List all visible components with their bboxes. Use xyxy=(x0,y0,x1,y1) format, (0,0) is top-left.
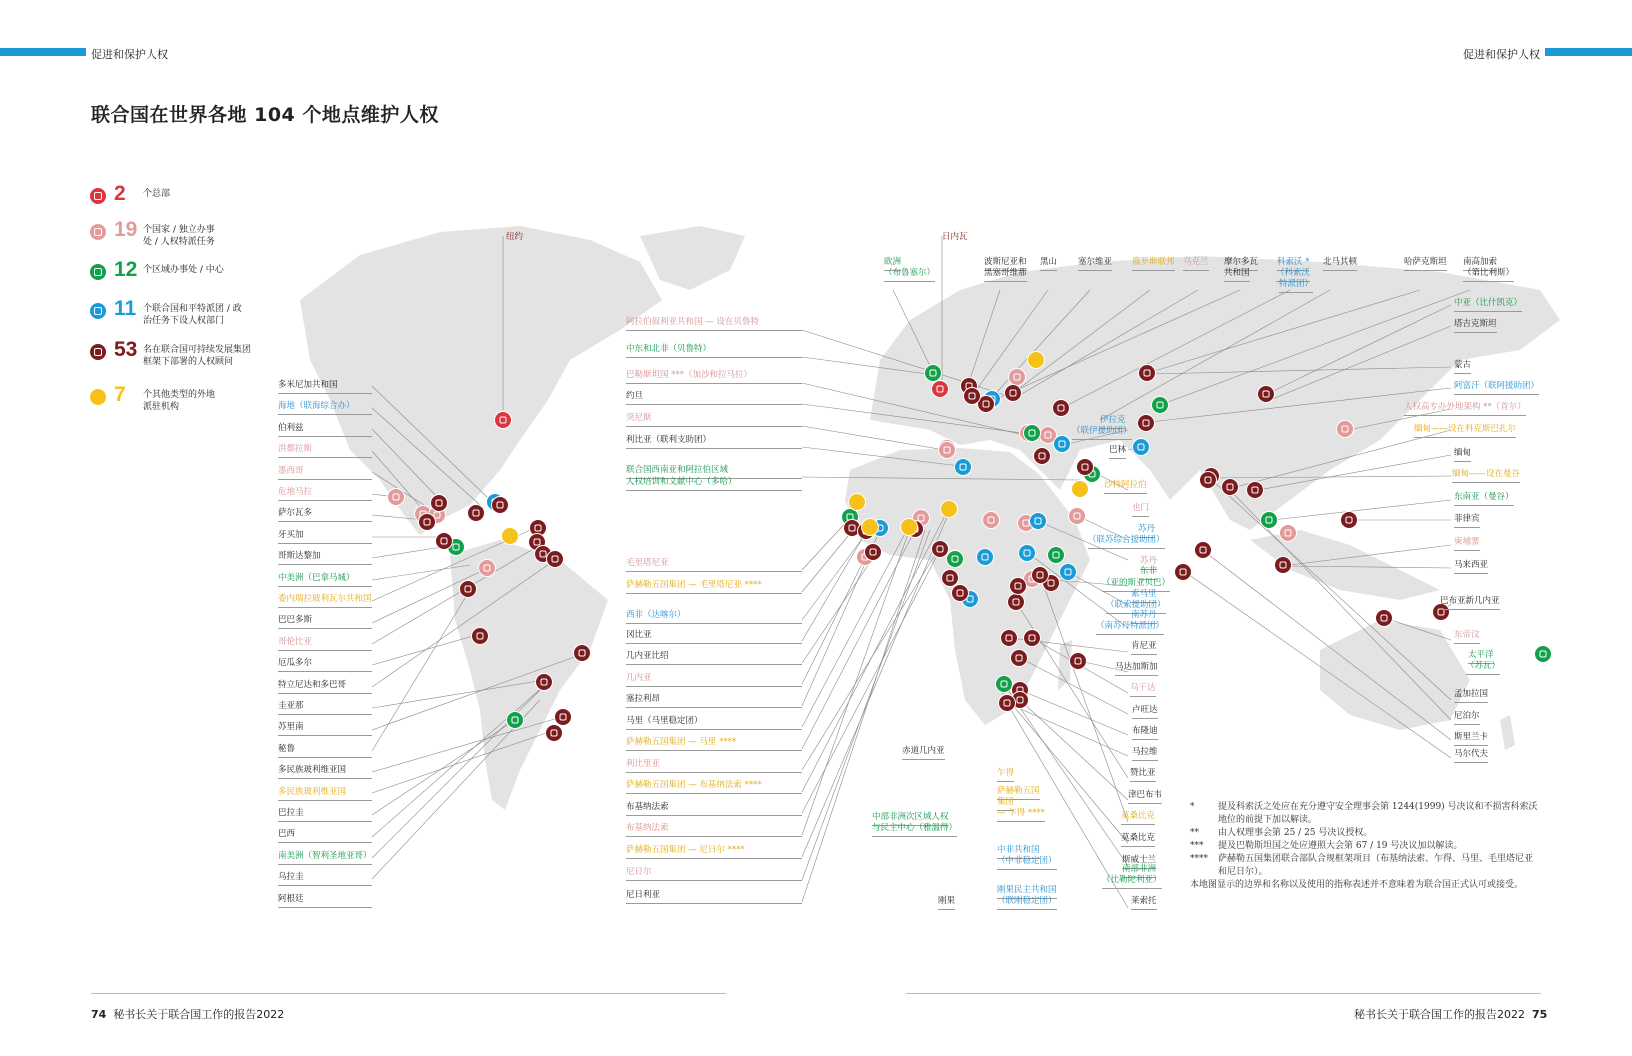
marker-regional-office xyxy=(1152,397,1169,414)
location-label: 人权高专办外地架构 **（首尔） xyxy=(1404,402,1526,416)
legend-text: 个联合国和平特派团 / 政治任务下设人权部门 xyxy=(143,304,242,326)
marker-regional-office xyxy=(507,712,524,729)
marker-other xyxy=(1028,352,1045,369)
location-label: 乌克兰 xyxy=(1183,257,1209,271)
madagascar-shape xyxy=(1058,640,1072,690)
footnote: **** 萨赫勒五国集团联合部队合规框架项目（布基纳法索、乍得、马里、毛里塔尼亚和尼日尔）。 xyxy=(1190,854,1534,877)
location-label: 乌干达 xyxy=(1130,683,1156,697)
marker-advisor xyxy=(472,628,489,645)
legend-number: 7 xyxy=(114,383,126,406)
location-label: 南美洲（智利圣地亚哥） xyxy=(278,851,372,865)
marker-advisor xyxy=(1032,567,1049,584)
location-label: 特派团） xyxy=(1279,279,1313,293)
location-label: 阿根廷 xyxy=(278,894,372,908)
legend-text: 名在联合国可持续发展集团框架下部署的人权顾问 xyxy=(143,345,252,367)
location-label: 布基纳法索 xyxy=(626,802,802,816)
leader-line xyxy=(802,528,870,620)
marker-advisor xyxy=(1011,650,1028,667)
marker-advisor xyxy=(1139,365,1156,382)
leader-line xyxy=(802,528,910,835)
marker-country-office xyxy=(1280,525,1297,542)
legend-text: 个区域办事处 / 中心 xyxy=(143,265,224,275)
location-label: 萨尔瓦多 xyxy=(278,508,372,522)
marker-advisor xyxy=(932,541,949,558)
location-label: 中非共和国 xyxy=(997,845,1040,859)
marker-advisor xyxy=(468,505,485,522)
marker-advisor xyxy=(1341,512,1358,529)
marker-advisor xyxy=(1247,482,1264,499)
footnote: * 提及科索沃之处应在充分遵守安全理事会第 1244(1999) 号决议和不损害科索沃地位的前提下加以解读。 xyxy=(1190,802,1538,825)
location-label: 多民族玻利维亚国 xyxy=(278,765,372,779)
location-label: 几内亚 xyxy=(626,673,802,687)
location-label: 巴西 xyxy=(278,829,372,843)
marker-advisor xyxy=(1077,459,1094,476)
leader-line xyxy=(372,730,555,793)
location-label: 冈比亚 xyxy=(626,630,802,644)
location-label: 巴拉圭 xyxy=(278,808,372,822)
marker-advisor xyxy=(964,388,981,405)
marker-peace-mission xyxy=(1030,513,1047,530)
marker-regional-office xyxy=(1048,547,1065,564)
location-label: 乌拉圭 xyxy=(278,872,372,886)
legend-number: 12 xyxy=(114,258,138,281)
location-label: 巴勒斯坦国 ***（加沙和拉马拉） xyxy=(626,370,802,384)
marker-peace-mission xyxy=(1054,436,1071,453)
location-label: 卢旺达 xyxy=(1132,705,1158,719)
leader-line xyxy=(802,530,925,902)
marker-country-office xyxy=(1069,508,1086,525)
location-label: 肯尼亚 xyxy=(1131,641,1157,655)
location-label: 马来西亚 xyxy=(1454,560,1488,574)
south-america-shape xyxy=(450,540,608,810)
location-label: 人权培训和文献中心（多哈） xyxy=(626,477,802,491)
marker-advisor xyxy=(574,645,591,662)
marker-other xyxy=(901,519,918,536)
marker-advisor xyxy=(865,544,882,561)
location-label: 萨赫勒五国集团 — 布基纳法索 **** xyxy=(626,780,802,794)
legend-text: 个总部 xyxy=(143,189,171,199)
marker-regional-office xyxy=(1024,425,1041,442)
location-label: 共和国 xyxy=(1224,268,1250,282)
marker-headquarters xyxy=(495,412,512,429)
footer-rule-left xyxy=(91,993,726,994)
marker-advisor xyxy=(1005,385,1022,402)
marker-peace-mission xyxy=(1019,545,1036,562)
location-label: 苏里南 xyxy=(278,722,372,736)
location-label: 太平洋 xyxy=(1468,650,1494,664)
legend-number: 11 xyxy=(114,297,137,320)
location-label: 集团 xyxy=(997,797,1014,811)
location-label: （中非稳定团） xyxy=(997,856,1057,870)
label-new-york: 纽约 xyxy=(506,232,524,242)
page-number-left: 74 xyxy=(91,1008,107,1021)
marker-country-office xyxy=(939,442,956,459)
leader-line xyxy=(1020,700,1128,800)
marker-peace-mission xyxy=(955,459,972,476)
location-label: 也门 xyxy=(1132,503,1149,517)
location-label: 莱索托 xyxy=(1131,896,1157,910)
location-label: 尼日利亚 xyxy=(626,890,802,904)
legend-number: 2 xyxy=(114,182,126,205)
greenland-shape xyxy=(640,226,745,290)
leader-line xyxy=(802,528,908,727)
footnote: ** 由人权理事会第 25 / 25 号决议授权。 xyxy=(1190,828,1373,838)
marker-advisor xyxy=(1024,630,1041,647)
footer-text-left: 秘书长关于联合国工作的报告2022 xyxy=(113,1008,285,1021)
location-label: 柬埔寨 xyxy=(1454,537,1480,551)
location-label: 秘鲁 xyxy=(278,744,372,758)
location-label: 联合国西南亚和阿拉伯区域 xyxy=(626,465,802,479)
marker-country-office xyxy=(479,560,496,577)
location-label: 赤道几内亚 xyxy=(902,746,945,760)
new-zealand-shape xyxy=(1500,715,1515,750)
location-label: 哥伦比亚 xyxy=(278,637,372,651)
legend-text: 个国家 / 独立办事处 / 人权特派任务 xyxy=(143,225,215,247)
location-label: 科索沃 * xyxy=(1277,257,1309,271)
marker-regional-office xyxy=(996,676,1013,693)
marker-regional-office xyxy=(947,551,964,568)
location-label: 刚果 xyxy=(938,896,955,910)
location-label: 萨赫勒五国集团 — 尼日尔 **** xyxy=(626,845,802,859)
marker-peace-mission xyxy=(1133,439,1150,456)
marker-other xyxy=(849,494,866,511)
location-label: 塞尔维亚 xyxy=(1078,257,1112,271)
location-label: 波斯尼亚和 xyxy=(984,257,1027,271)
page-number-right: 75 xyxy=(1532,1008,1548,1021)
location-label: 突尼斯 xyxy=(626,413,802,427)
marker-advisor xyxy=(555,709,572,726)
location-label: 圭亚那 xyxy=(278,701,372,715)
location-label: — 乍得 **** xyxy=(997,808,1045,822)
location-label: 西非（达喀尔） xyxy=(626,610,802,624)
location-label: （比勒陀利亚） xyxy=(1102,875,1162,889)
location-label: 巴巴多斯 xyxy=(278,615,372,629)
location-label: 黑山 xyxy=(1040,257,1057,271)
marker-advisor xyxy=(436,533,453,550)
location-label: 俄罗斯联邦 xyxy=(1132,257,1175,271)
marker-advisor xyxy=(999,695,1016,712)
location-label: 刚果民主共和国 xyxy=(997,885,1057,899)
location-label: 墨西哥 xyxy=(278,466,372,480)
location-label: 厄瓜多尔 xyxy=(278,658,372,672)
location-label: 布基纳法索 xyxy=(626,823,802,837)
marker-other xyxy=(1072,481,1089,498)
location-label: 尼日尔 xyxy=(626,867,802,881)
marker-advisor xyxy=(1010,578,1027,595)
location-label: 津巴布韦 xyxy=(1128,790,1162,804)
location-label: 利比里亚 xyxy=(626,759,802,773)
leader-line xyxy=(802,550,940,813)
location-label: 南高加索 xyxy=(1463,257,1497,271)
location-label: 蒙古 xyxy=(1454,360,1471,374)
footnotes xyxy=(1190,801,1540,892)
label-geneva: 日内瓦 xyxy=(942,232,968,242)
marker-country-office xyxy=(1337,421,1354,438)
marker-advisor xyxy=(1034,448,1051,465)
marker-advisor xyxy=(1070,653,1087,670)
location-label: （亚的斯亚贝巴） xyxy=(1102,578,1170,592)
location-label: （苏瓦） xyxy=(1466,661,1500,675)
marker-advisor xyxy=(1175,564,1192,581)
location-label: 伊拉克 xyxy=(1100,415,1126,429)
location-label: 东非 xyxy=(1140,566,1157,580)
location-label: 特立尼达和多巴哥 xyxy=(278,680,372,694)
leader-line xyxy=(802,426,945,450)
location-label: 萨赫勒五国 xyxy=(997,786,1040,800)
location-label: 牙买加 xyxy=(278,530,372,544)
marker-advisor xyxy=(1376,610,1393,627)
location-label: 莫桑比克 xyxy=(1121,833,1155,847)
location-label: 缅甸——设在曼谷 xyxy=(1452,469,1520,483)
location-label: 东南亚（曼谷） xyxy=(1454,492,1514,506)
footnote: *** 提及巴勒斯坦国之处应遵照大会第 67 / 19 号决议加以解读。 xyxy=(1190,841,1463,851)
location-label: 巴布亚新几内亚 xyxy=(1440,596,1500,610)
marker-advisor xyxy=(942,570,959,587)
leader-line xyxy=(1008,690,1128,866)
location-label: 乍得 xyxy=(997,768,1014,782)
marker-peace-mission xyxy=(977,549,994,566)
location-label: 孟加拉国 xyxy=(1454,689,1488,703)
location-label: 黑塞哥维那 xyxy=(984,268,1027,282)
location-label: 阿富汗（联阿援助团） xyxy=(1454,381,1539,395)
marker-advisor xyxy=(536,674,553,691)
marker-advisor xyxy=(1008,594,1025,611)
location-label: （联伊援助团） xyxy=(1072,426,1132,440)
location-label: 斯威士兰 xyxy=(1122,855,1156,869)
location-label: 欧洲 xyxy=(884,257,901,271)
marker-regional-office xyxy=(925,365,942,382)
location-label: 塞拉利昂 xyxy=(626,694,802,708)
marker-advisor xyxy=(431,495,448,512)
location-label: 哥斯达黎加 xyxy=(278,551,372,565)
location-label: 委内瑞拉玻利瓦尔共和国 xyxy=(278,594,372,608)
location-label: 尼泊尔 xyxy=(1454,711,1480,725)
location-label: （第比利斯） xyxy=(1463,268,1514,282)
legend-number: 19 xyxy=(114,218,138,241)
location-label: 摩尔多瓦 xyxy=(1224,257,1258,271)
marker-advisor xyxy=(547,551,564,568)
location-label: 阿拉伯叙利亚共和国 — 设在贝鲁特 xyxy=(626,317,802,331)
marker-advisor xyxy=(1258,386,1275,403)
footer-right xyxy=(1354,1006,1547,1022)
header-left: 促进和保护人权 xyxy=(91,48,168,61)
location-label: 索马里 xyxy=(1131,589,1157,603)
marker-advisor xyxy=(1200,472,1217,489)
location-label: 中美洲（巴拿马城） xyxy=(278,573,372,587)
location-label: 洪都拉斯 xyxy=(278,444,372,458)
location-label: （科索沃 xyxy=(1276,268,1310,282)
location-label: 缅甸 xyxy=(1454,448,1471,462)
footnote: 本地图显示的边界和名称以及使用的指称表述并不意味着为联合国正式认可或接受。 xyxy=(1190,880,1524,890)
leader-line xyxy=(1020,690,1128,735)
marker-advisor xyxy=(1275,557,1292,574)
leader-line xyxy=(1007,703,1128,756)
footer-left xyxy=(91,1006,284,1022)
marker-country-office xyxy=(388,489,405,506)
location-label: 哈萨克斯坦 xyxy=(1404,257,1447,271)
location-label: 多米尼加共和国 xyxy=(278,380,372,394)
marker-country-office xyxy=(1009,369,1026,386)
marker-advisor xyxy=(1138,415,1155,432)
location-label: （南苏丹特派团） xyxy=(1096,621,1164,635)
location-label: 苏丹 xyxy=(1140,556,1157,570)
marker-advisor xyxy=(1195,542,1212,559)
location-label: 苏丹 xyxy=(1138,524,1155,538)
location-label: 塔吉克斯坦 xyxy=(1454,319,1497,333)
location-label: 缅甸——设在科克斯巴扎尔 xyxy=(1414,424,1516,438)
marker-advisor xyxy=(1053,400,1070,417)
location-label: 中东和北非（贝鲁特） xyxy=(626,344,802,358)
australia-shape xyxy=(1320,620,1470,730)
location-label: 北马其顿 xyxy=(1323,257,1357,271)
location-label: 伯利兹 xyxy=(278,423,372,437)
location-label: 萨赫勒五国集团 — 毛里塔尼亚 **** xyxy=(626,580,802,594)
marker-advisor xyxy=(460,581,477,598)
location-label: 利比亚（联利支助团） xyxy=(626,435,802,449)
marker-other xyxy=(862,519,879,536)
location-label: 菲律宾 xyxy=(1454,514,1480,528)
location-label: 马里（马里稳定团） xyxy=(626,716,802,730)
location-label: 约旦 xyxy=(626,391,802,405)
location-label: 南部非洲 xyxy=(1122,864,1156,878)
location-label: 与民主中心（雅温得） xyxy=(872,823,957,837)
marker-advisor xyxy=(952,585,969,602)
location-label: （联苏综合援助团） xyxy=(1088,535,1165,549)
location-label: 马达加斯加 xyxy=(1115,662,1158,676)
location-label: 几内亚比绍 xyxy=(626,651,802,665)
leader-line xyxy=(372,590,470,751)
marker-advisor xyxy=(419,514,436,531)
marker-advisor xyxy=(492,497,509,514)
header-right: 促进和保护人权 xyxy=(1463,48,1540,61)
leader-line xyxy=(802,518,850,570)
location-label: 赞比亚 xyxy=(1130,768,1156,782)
location-label: 斯里兰卡 xyxy=(1454,732,1488,746)
marker-country-office xyxy=(983,512,1000,529)
location-label: 中部非洲次区域人权 xyxy=(872,812,949,826)
location-label: 马尔代夫 xyxy=(1454,749,1488,763)
leader-line xyxy=(802,555,875,663)
footer-text-right: 秘书长关于联合国工作的报告2022 xyxy=(1354,1008,1525,1021)
marker-headquarters xyxy=(932,381,949,398)
legend-number: 53 xyxy=(114,338,138,361)
leader-line xyxy=(802,510,950,857)
location-label: 危地马拉 xyxy=(278,487,372,501)
marker-advisor xyxy=(1222,479,1239,496)
marker-other xyxy=(502,528,519,545)
location-label: 莫桑比克 xyxy=(1121,811,1155,825)
location-label: 布隆迪 xyxy=(1132,726,1158,740)
location-label: 萨赫勒五国集团 — 马里 **** xyxy=(626,737,802,751)
location-label: 南苏丹 xyxy=(1131,610,1157,624)
page-title: 联合国在世界各地 104 个地点维护人权 xyxy=(91,104,439,126)
location-label: （联索援助团） xyxy=(1106,600,1166,614)
leader-line xyxy=(372,716,565,772)
location-label: 巴林 xyxy=(1109,445,1126,459)
footer-rule-right xyxy=(906,993,1541,994)
location-label: （联刚稳定团） xyxy=(997,896,1057,910)
leader-line xyxy=(1272,500,1451,520)
location-label: 海地（联海综合办） xyxy=(278,401,372,415)
marker-regional-office xyxy=(1261,512,1278,529)
location-label: 马拉维 xyxy=(1132,747,1158,761)
location-label: 东帝汶 xyxy=(1454,630,1480,644)
legend-text: 个其他类型的外地派驻机构 xyxy=(143,390,216,412)
marker-peace-mission xyxy=(1060,564,1077,581)
marker-other xyxy=(941,501,958,518)
marker-advisor xyxy=(1001,630,1018,647)
marker-regional-office xyxy=(1535,646,1552,663)
location-label: （布鲁塞尔） xyxy=(884,268,935,282)
location-label: 沙特阿拉伯 xyxy=(1104,480,1147,494)
location-label: 中亚（比什凯克） xyxy=(1454,298,1522,312)
location-label: 多民族玻利维亚国 xyxy=(278,787,372,801)
location-label: 毛里塔尼亚 xyxy=(626,558,802,572)
marker-advisor xyxy=(546,725,563,742)
